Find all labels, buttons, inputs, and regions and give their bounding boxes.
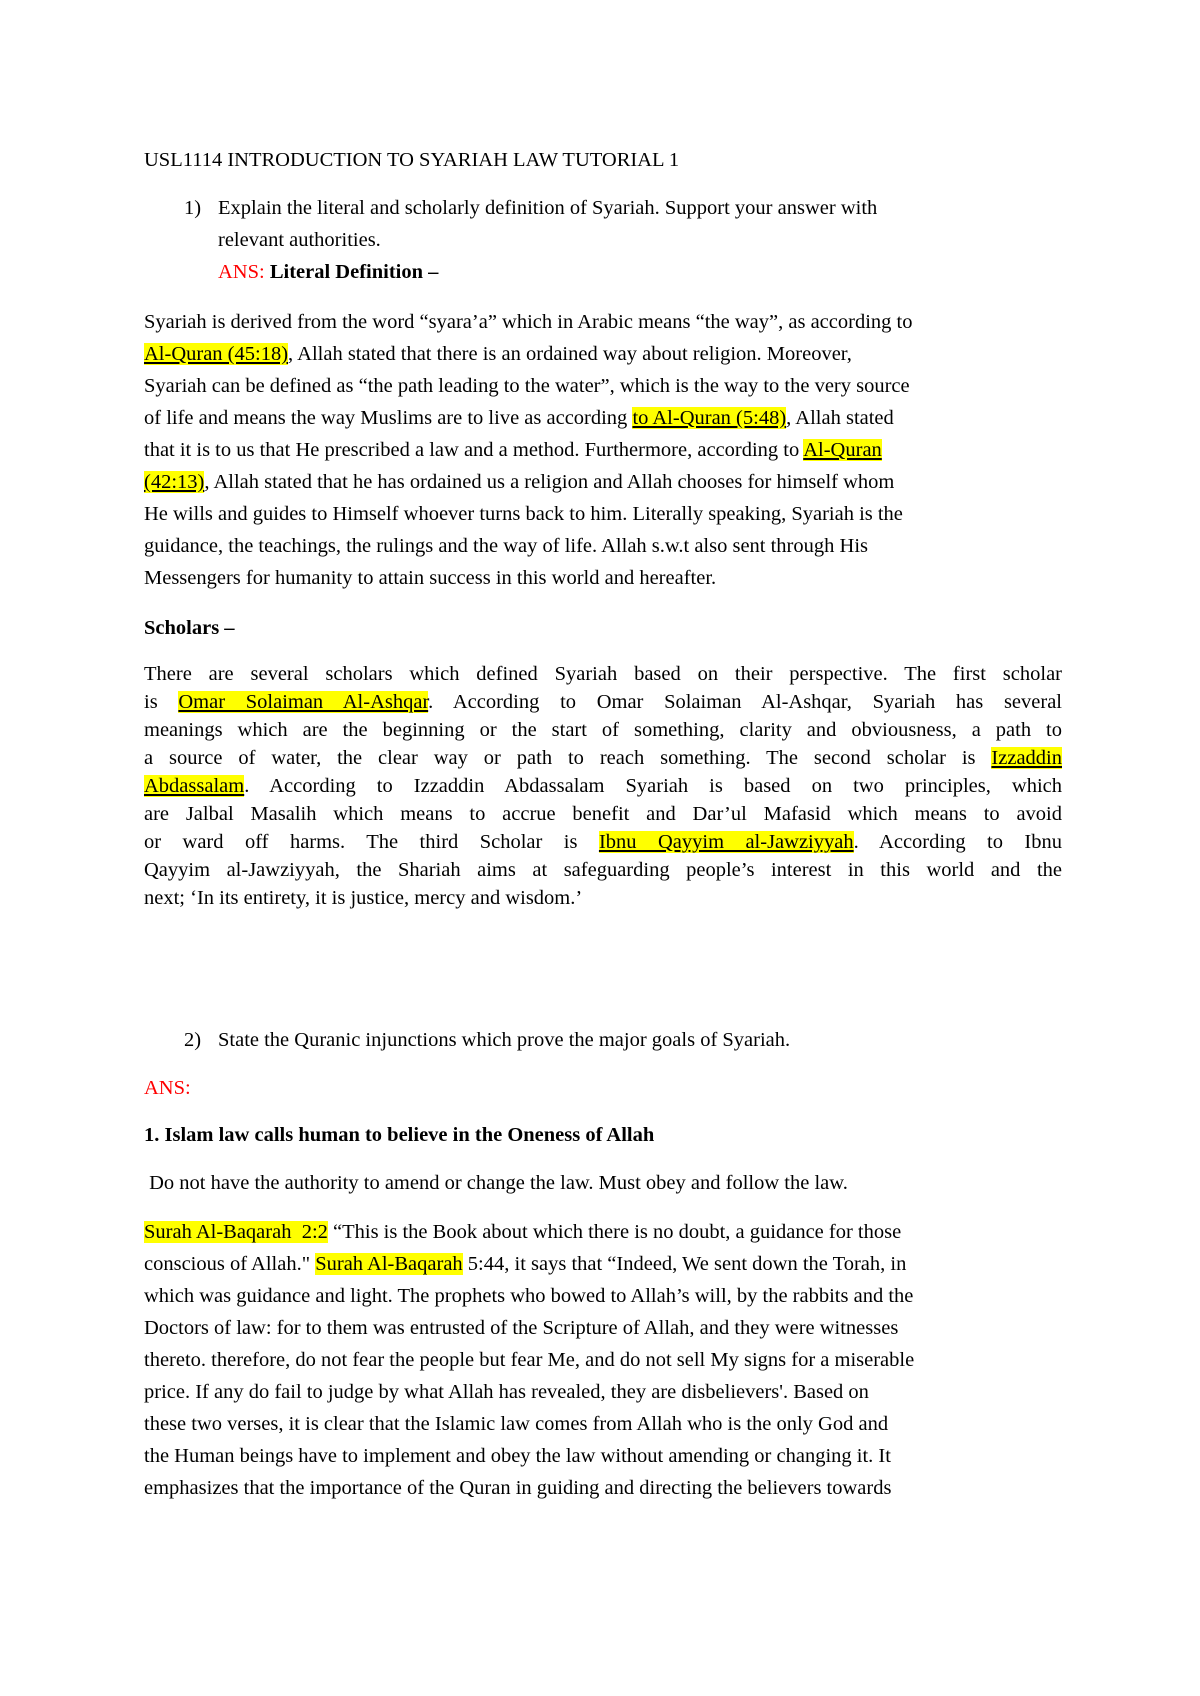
paragraph-line: Doctors of law: for to them was entrusted of the Scripture of Allah, and they were witnesses	[144, 1317, 899, 1339]
answer-label: ANS:	[218, 261, 265, 283]
reference-link-omar-solaiman-al-ashqar[interactable]: Omar Solaiman Al-Ashqar	[178, 691, 429, 713]
paragraph-line: price. If any do fail to judge by what Allah has revealed, they are disbelievers'. Based on	[144, 1381, 869, 1403]
paragraph-line: are Jalbal Masalih which means to accrue benefit and Dar’ul Mafasid which means to avoid	[144, 803, 1062, 825]
reference-link-al-quran-42-13-cont[interactable]: (42:13)	[144, 471, 205, 493]
paragraph-line: of life and means the way Muslims are to live as according to Al-Quran (5:48), Allah stated	[144, 407, 894, 429]
reference-link-ibnu-qayyim-al-jawziyyah[interactable]: Ibnu Qayyim al-Jawziyyah	[598, 831, 854, 853]
paragraph-line: a source of water, the clear way or path to reach something. The second scholar is Izzaddin	[144, 747, 1062, 769]
verses-paragraph	[144, 1216, 1062, 1504]
paragraph-line: conscious of Allah." Surah Al-Baqarah 5:44, it says that “Indeed, We sent down the Torah, in	[144, 1253, 907, 1275]
question-1-number: 1)	[184, 197, 202, 219]
paragraph-line: next; ‘In its entirety, it is justice, mercy and wisdom.’	[144, 887, 583, 909]
question-2-line: 2) State the Quranic injunctions which prove the major goals of Syariah.	[144, 1024, 1062, 1056]
point-1-block	[144, 1119, 1062, 1151]
paragraph-line: Surah Al-Baqarah 2:2 “This is the Book about which there is no doubt, a guidance for those	[144, 1221, 902, 1243]
paragraph-line: meanings which are the beginning or the start of something, clarity and obviousness, a path to	[144, 719, 1062, 741]
reference-link-surah-al-baqarah-2-2[interactable]: Surah Al-Baqarah 2:2	[144, 1221, 328, 1243]
paragraph-line: the Human beings have to implement and obey the law without amending or changing it. It	[144, 1445, 891, 1467]
point-1-heading: 1. Islam law calls human to believe in the Oneness of Allah	[144, 1124, 655, 1146]
paragraph-line: Messengers for humanity to attain success in this world and hereafter.	[144, 567, 717, 589]
paragraph-line: guidance, the teachings, the rulings and the way of life. Allah s.w.t also sent through His	[144, 535, 868, 557]
question-2	[144, 1024, 1062, 1056]
paragraph-line: Syariah is derived from the word “syara’a” which in Arabic means “the way”, as according to	[144, 311, 913, 333]
reference-link-izzaddin-abdassalam-cont[interactable]: Abdassalam	[144, 775, 245, 797]
literal-definition-paragraph	[144, 306, 1062, 594]
paragraph-line: Qayyim al-Jawziyyah, the Shariah aims at safeguarding people’s interest in this world and the	[144, 859, 1062, 881]
paragraph-line: or ward off harms. The third Scholar is Ibnu Qayyim al-Jawziyyah. According to Ibnu	[144, 831, 1062, 853]
scholars-paragraph	[144, 660, 1062, 912]
paragraph-line: Abdassalam. According to Izzaddin Abdassalam Syariah is based on two principles, which	[144, 775, 1062, 797]
paragraph-line: Syariah can be defined as “the path leading to the water”, which is the way to the very source	[144, 375, 910, 397]
note-block	[144, 1167, 1062, 1199]
reference-link-al-quran-5-48[interactable]: to Al-Quran (5:48)	[632, 407, 787, 429]
paragraph-line: (42:13), Allah stated that he has ordained us a religion and Allah chooses for himself whom	[144, 471, 895, 493]
reference-link-al-quran-42-13[interactable]: Al-Quran	[803, 439, 882, 461]
document-title: USL1114 INTRODUCTION TO SYARIAH LAW TUTORIAL 1	[144, 149, 680, 171]
paragraph-line: There are several scholars which defined Syariah based on their perspective. The first scholar	[144, 663, 1062, 685]
reference-link-al-quran-45-18[interactable]: Al-Quran (45:18)	[144, 343, 289, 365]
paragraph-line: which was guidance and light. The prophets who bowed to Allah’s will, by the rabbits and the	[144, 1285, 914, 1307]
literal-definition-heading: Literal Definition –	[264, 261, 439, 283]
title-block	[144, 144, 1062, 176]
paragraph-line: He wills and guides to Himself whoever turns back to him. Literally speaking, Syariah is the	[144, 503, 903, 525]
reference-link-surah-al-baqarah[interactable]: Surah Al-Baqarah	[315, 1253, 463, 1275]
paragraph-line: thereto. therefore, do not fear the people but fear Me, and do not sell My signs for a miserable	[144, 1349, 915, 1371]
question-2-number: 2)	[184, 1029, 202, 1051]
question-2-answer-label-block	[144, 1072, 1062, 1104]
paragraph-line: emphasizes that the importance of the Quran in guiding and directing the believers towards	[144, 1477, 892, 1499]
question-1-answer-heading	[144, 256, 1062, 288]
paragraph-line: these two verses, it is clear that the Islamic law comes from Allah who is the only God and	[144, 1413, 889, 1435]
paragraph-line: that it is to us that He prescribed a law and a method. Furthermore, according to Al-Quran	[144, 439, 882, 461]
question-1-line-1: 1) Explain the literal and scholarly definition of Syariah. Support your answer with	[144, 192, 1062, 224]
paragraph-line: Al-Quran (45:18), Allah stated that there is an ordained way about religion. Moreover,	[144, 343, 852, 365]
paragraph-line: is Omar Solaiman Al-Ashqar. According to Omar Solaiman Al-Ashqar, Syariah has several	[144, 691, 1062, 713]
answer-label: ANS:	[144, 1077, 191, 1099]
question-1	[144, 192, 1062, 288]
question-1-line-2: relevant authorities.	[218, 229, 381, 251]
scholars-heading-block	[144, 612, 1062, 644]
scholars-heading: Scholars –	[144, 617, 235, 639]
reference-link-izzaddin-abdassalam[interactable]: Izzaddin	[991, 747, 1062, 769]
note-text: Do not have the authority to amend or change the law. Must obey and follow the law.	[144, 1172, 848, 1194]
